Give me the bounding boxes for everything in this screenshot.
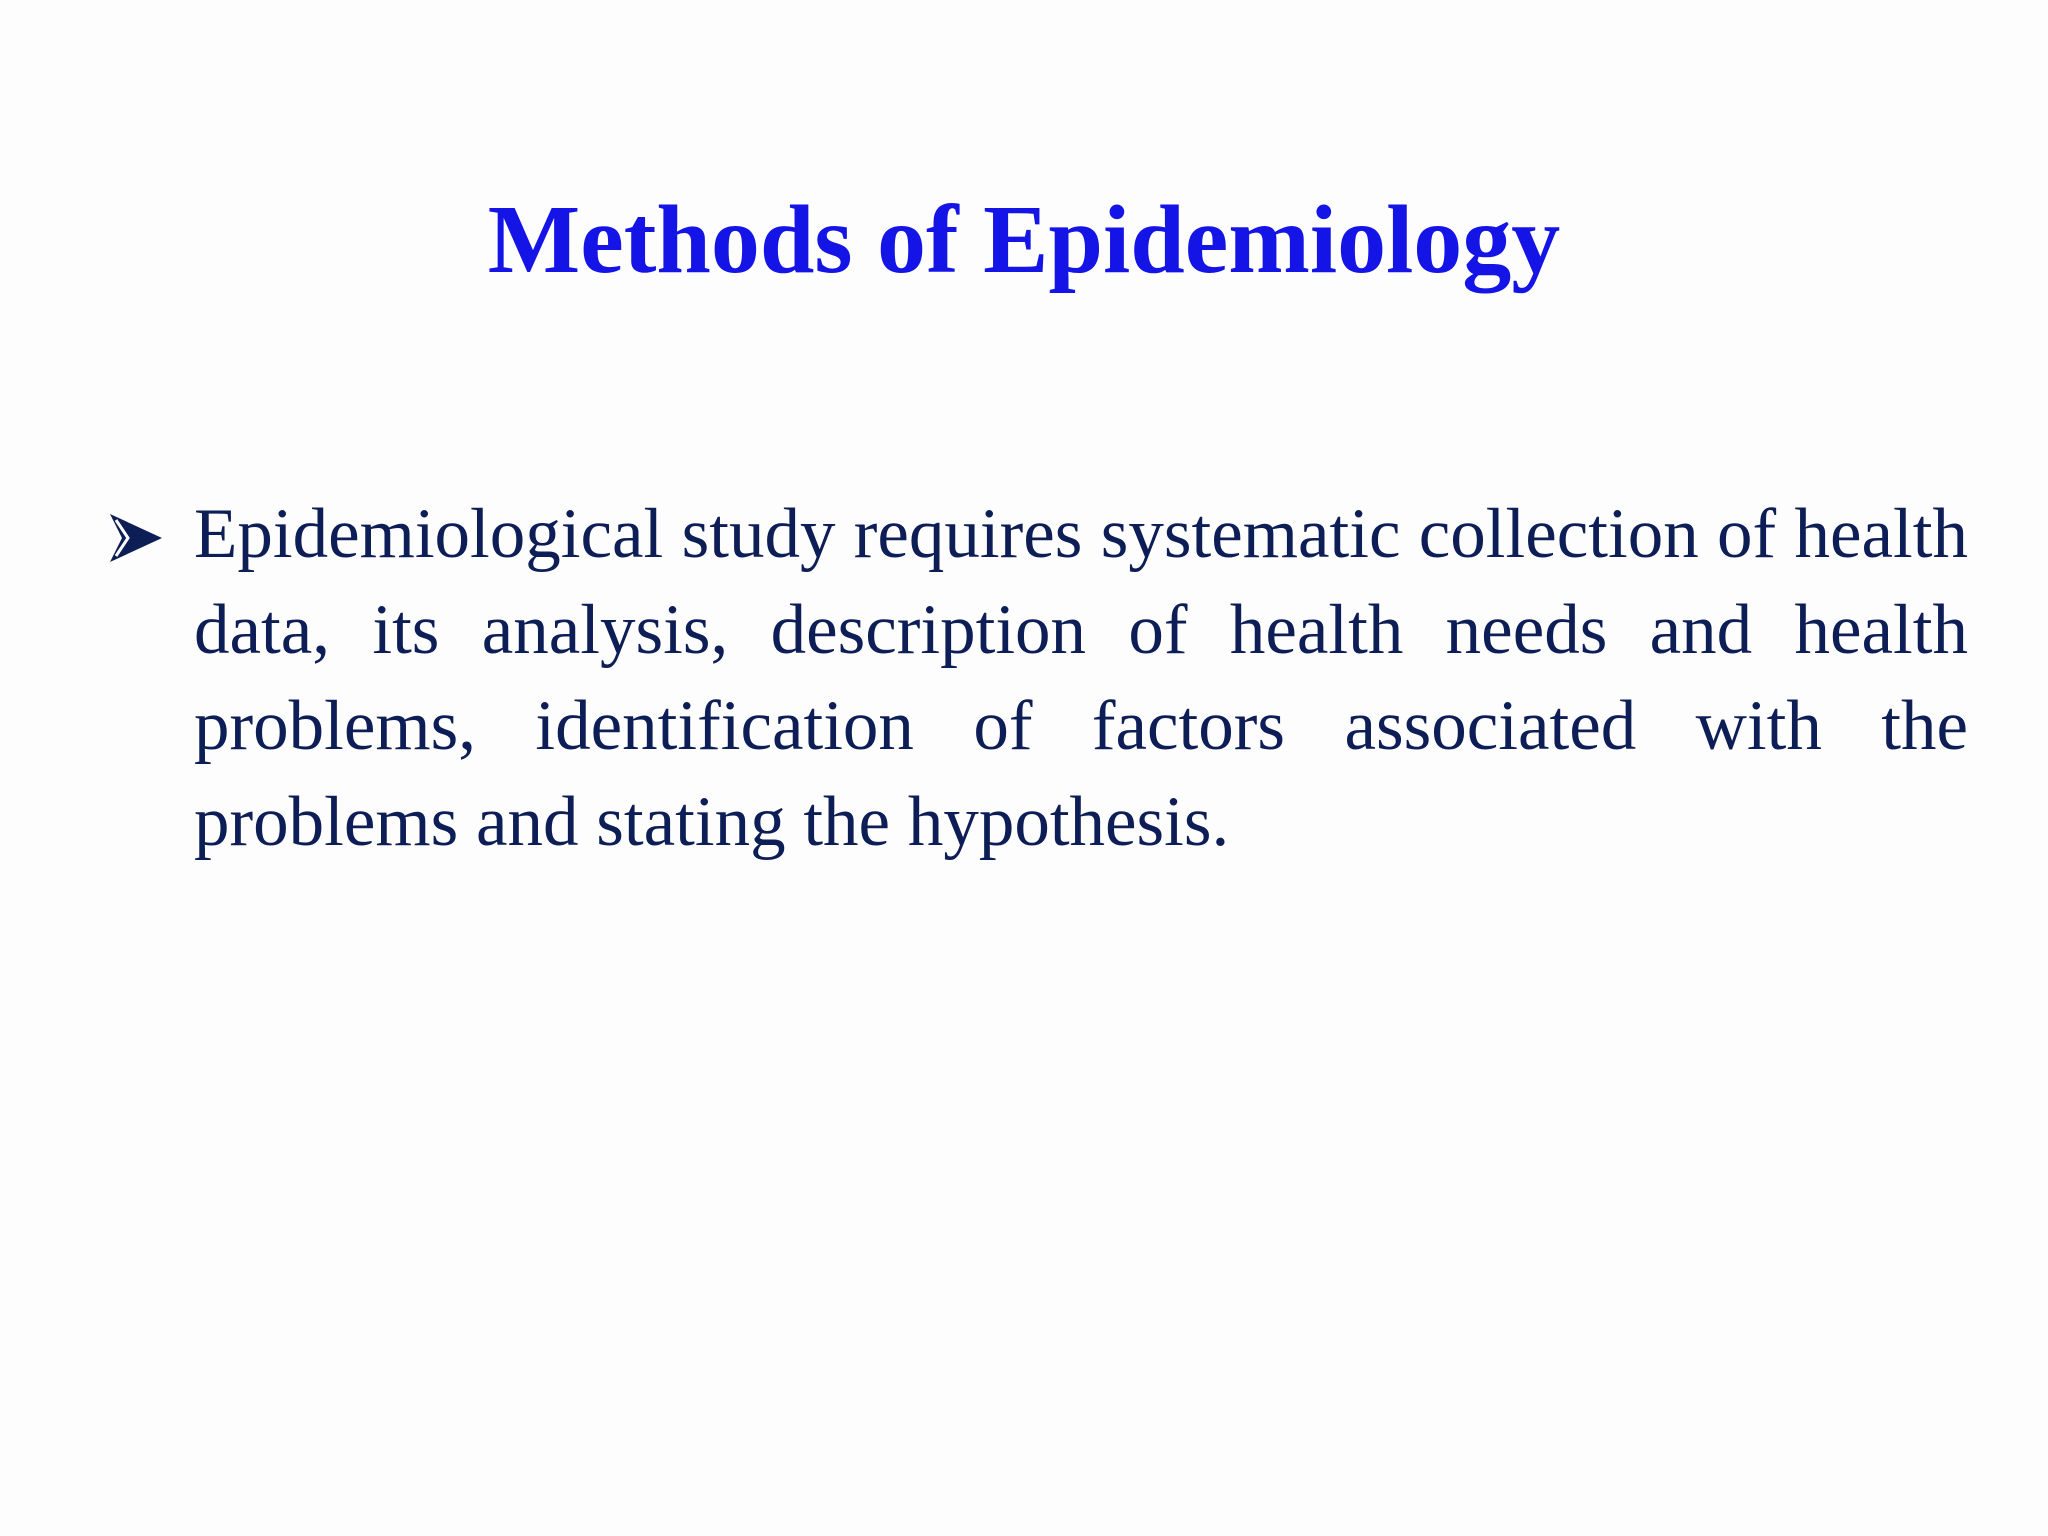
slide-title: Methods of Epidemiology [487,186,1561,294]
bullet-text: Epidemiological study requires systematic collection of health data, its analysis, description of health needs and health problems, identification of factors associated with the problems and stating the hypothesis. [194,495,1968,861]
arrowhead-bullet-icon [108,512,164,564]
